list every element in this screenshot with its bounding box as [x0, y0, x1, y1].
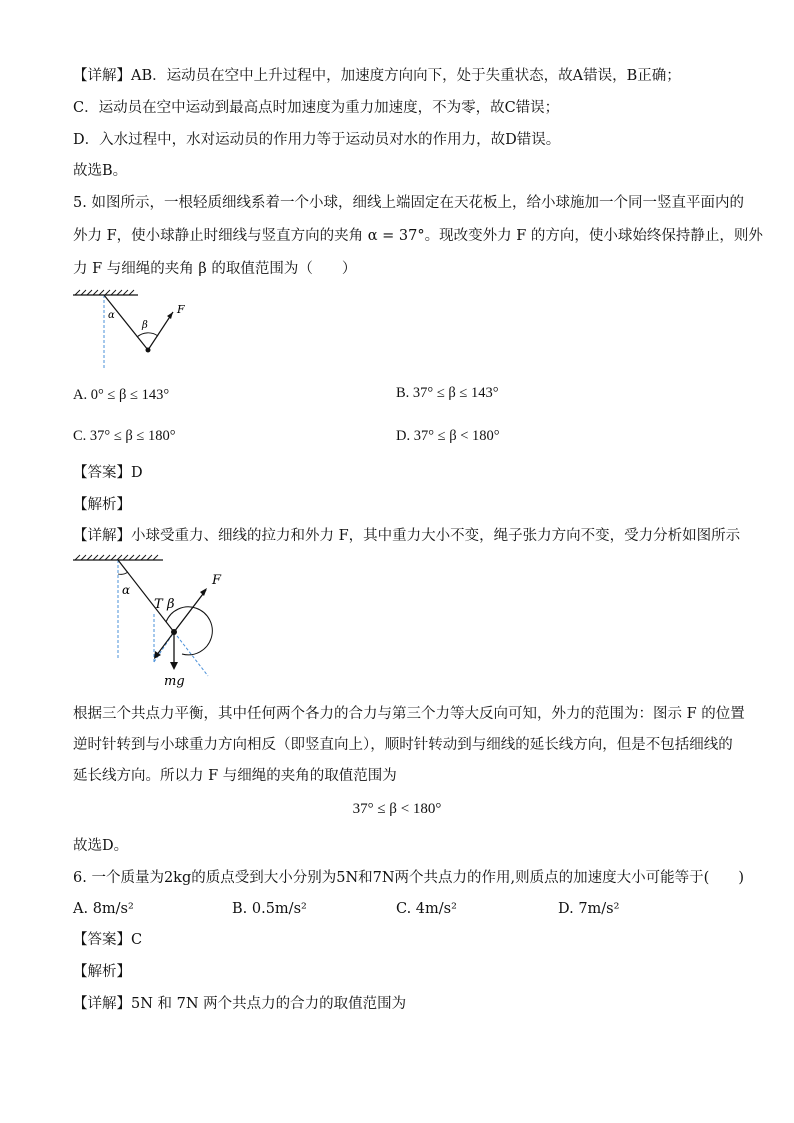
- string-extension-line: [174, 632, 208, 676]
- beta-label: β: [142, 320, 148, 331]
- force-diagram: [70, 552, 240, 690]
- range-formula: 37° ≤ β < 180°: [352, 801, 442, 817]
- analysis-6-heading: 【解析】: [73, 964, 131, 980]
- reasoning-line-1: 根据三个共点力平衡，其中任何两个各力的合力与第三个力等大反向可知，外力的范围为：图示 F 的位置: [73, 706, 745, 722]
- option-c: C. 37° ≤ β ≤ 180°: [73, 428, 176, 444]
- option-b: B. 37° ≤ β ≤ 143°: [396, 385, 499, 401]
- q6-option-a: A. 8m/s²: [73, 901, 134, 917]
- ceiling-hatch: [75, 555, 158, 560]
- question-6: 6. 一个质量为2kg的质点受到大小分别为5N和7N两个共点力的作用,则质点的加速度大小可能等于( ): [73, 870, 744, 886]
- text-line-4: 故选B。: [73, 163, 128, 179]
- explanation-6: 【详解】5N 和 7N 两个共点力的合力的取值范围为: [73, 996, 407, 1012]
- answer-5: 【答案】D: [73, 465, 143, 481]
- text-line-1: 【详解】AB．运动员在空中上升过程中，加速度方向向下，处于失重状态，故A错误，B正确；: [73, 68, 681, 84]
- option-a: A. 0° ≤ β ≤ 143°: [73, 387, 170, 403]
- alpha-label: α: [122, 583, 131, 597]
- answer-6: 【答案】C: [73, 932, 143, 948]
- q6-option-c: C. 4m/s²: [396, 901, 457, 917]
- text-line-2: C．运动员在空中运动到最高点时加速度为重力加速度，不为零，故C错误；: [73, 100, 560, 116]
- selection-5: 故选D。: [73, 838, 129, 854]
- explanation-5: 【详解】小球受重力、细线的拉力和外力 F，其中重力大小不变，绳子张力方向不变，受力分析如图所示: [73, 528, 741, 544]
- gravity-arrow-head: [170, 662, 178, 670]
- tension-label: T: [154, 597, 163, 612]
- beta-arc: [137, 333, 158, 337]
- arrow-head: [167, 312, 173, 319]
- alpha-arc: [118, 572, 128, 574]
- analysis-5-heading: 【解析】: [73, 497, 131, 513]
- tension-arrow: [156, 632, 174, 656]
- question-5-line-2: 外力 F，使小球静止时细线与竖直方向的夹角 α = 37°。现改变外力 F 的方向，使小球始终保持静止，则外: [73, 228, 763, 244]
- option-d: D. 37° ≤ β < 180°: [396, 428, 500, 444]
- beta-label: β: [167, 597, 175, 612]
- text-line-3: D．入水过程中，水对运动员的作用力等于运动员对水的作用力，故D错误。: [73, 132, 561, 148]
- force-f-label: F: [212, 573, 222, 588]
- ceiling-hatch: [75, 290, 134, 295]
- force-label: F: [177, 303, 185, 316]
- question-5-line-3: 力 F 与细绳的夹角 β 的取值范围为（ ）: [73, 261, 357, 277]
- q6-option-b: B. 0.5m/s²: [232, 901, 307, 917]
- q6-option-d: D. 7m/s²: [558, 901, 620, 917]
- reasoning-line-2: 逆时针转到与小球重力方向相反（即竖直向上），顺时针转动到与细线的延长线方向，但是不包括细线的: [73, 737, 733, 753]
- force-f-arrow-head: [200, 588, 207, 596]
- question-5-figure: [70, 288, 200, 372]
- alpha-label: α: [108, 310, 115, 321]
- reasoning-line-3: 延长线方向。所以力 F 与细绳的夹角的取值范围为: [73, 768, 397, 784]
- force-arrow: [148, 312, 173, 350]
- question-5-line-1: 5. 如图所示，一根轻质细线系着一个小球，细线上端固定在天花板上，给小球施加一个同一竖直平面内的: [73, 195, 744, 211]
- gravity-label: mg: [164, 674, 185, 689]
